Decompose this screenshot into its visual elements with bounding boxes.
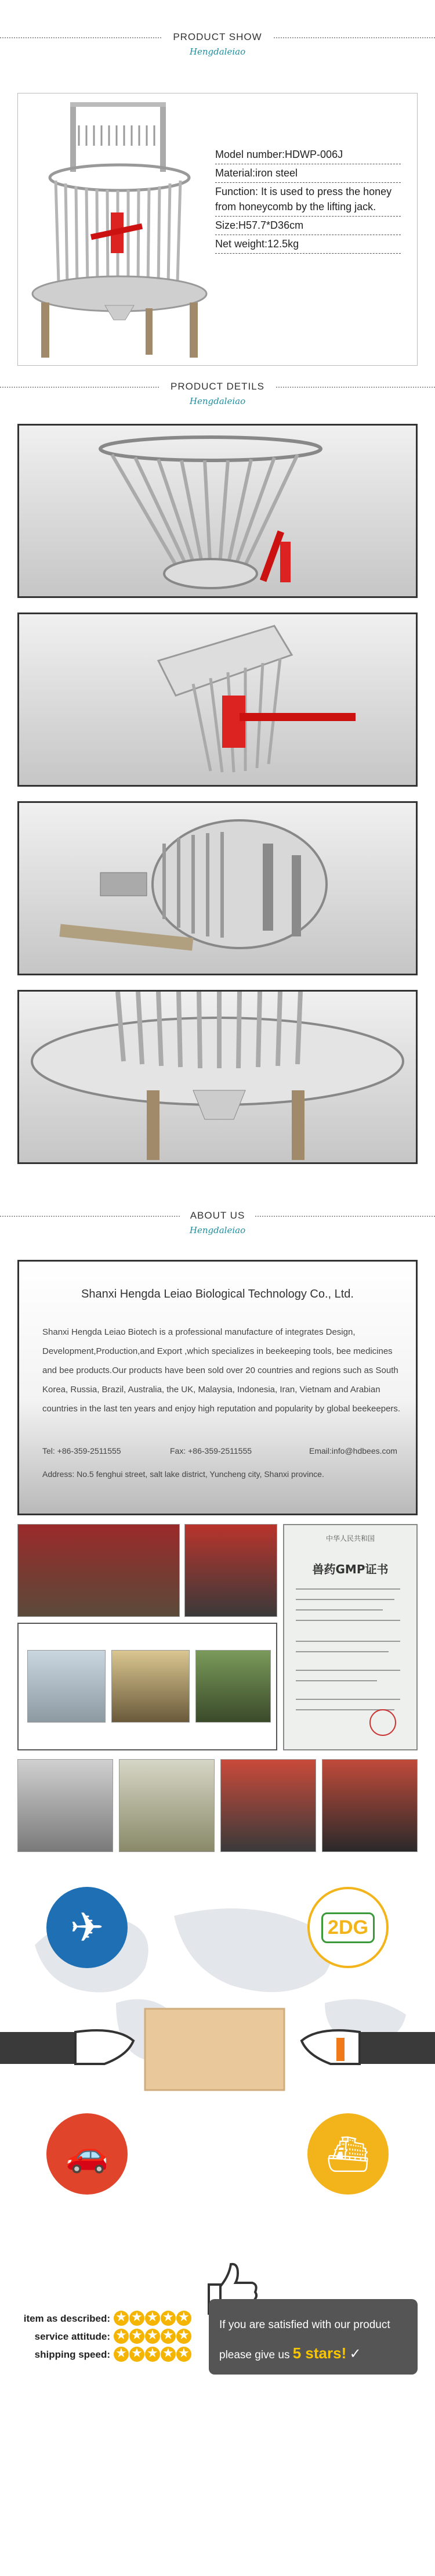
detail-2-graphic [19, 614, 416, 785]
star-icon [145, 2347, 160, 2362]
star-icon [114, 2311, 129, 2326]
photo-factory [27, 1650, 106, 1723]
car-icon: 🚗 [65, 2134, 109, 2175]
section-title: ABOUT US [180, 1210, 256, 1221]
star-icon [176, 2329, 191, 2344]
spec-size: Size:H57.7*D36cm [215, 217, 401, 235]
photo-exhibition-2 [184, 1524, 277, 1617]
feedback-line2 [219, 2344, 361, 2362]
company-info-box [17, 1260, 418, 1515]
photo-warehouse-1 [17, 1759, 113, 1852]
photo-bees [195, 1650, 271, 1723]
company-name: Shanxi Hengda Leiao Biological Technology Co., Ltd. [81, 1288, 354, 1300]
certificate-text-lines [284, 1583, 416, 1746]
rating-block [0, 2311, 197, 2364]
contact-fax: Fax: +86-359-2511555 [170, 1446, 252, 1455]
rating-stars [114, 2311, 192, 2329]
detail-3-graphic [19, 803, 416, 974]
rating-label: shipping speed: [34, 2349, 110, 2360]
feedback-prefix: please give us [219, 2349, 290, 2361]
feedback-bubble [209, 2299, 418, 2375]
gmp-certificate [283, 1524, 418, 1750]
ship-icon: ⛴ [325, 2134, 371, 2175]
photo-partners [322, 1759, 418, 1852]
spec-list [215, 146, 401, 254]
brand-logo-text: Hengdaleiao [189, 396, 246, 406]
section-title: PRODUCT DETILS [160, 381, 275, 392]
feedback-highlight: 5 stars! [292, 2344, 347, 2362]
photo-warehouse-2 [119, 1759, 215, 1852]
rating-row-item-described [0, 2311, 197, 2327]
spec-weight: Net weight:12.5kg [215, 235, 401, 254]
brand-logo-text: Hengdaleiao [189, 46, 246, 57]
rating-stars [114, 2347, 192, 2365]
company-description: Shanxi Hengda Leiao Biotech is a professional manufacture of integrates Design, Development,Production,and Export ,which specializes in beekeeping tools, bee medicines and bee products.Our products have been sold over 20 countries and regions such as South Korea, Russia, Brazil, Australia, the UK, Malaysia, Indonesia, Iran, Vietnam and Arabian countries in the last ten years and enjoy high reputation and popularity by global beekeepers. [42, 1327, 401, 1414]
star-icon [145, 2329, 160, 2344]
rating-row-shipping-speed [0, 2347, 197, 2363]
detail-image-4 [17, 990, 418, 1164]
plane-circle [46, 1887, 128, 1968]
company-address: Address: No.5 fenghui street, salt lake district, Yuncheng city, Shanxi province. [42, 1469, 324, 1479]
rating-row-service-attitude [0, 2329, 197, 2345]
star-icon [161, 2329, 176, 2344]
plane-icon: ✈ [70, 1904, 104, 1951]
photo-meeting [111, 1650, 190, 1723]
section-header-product-show [0, 29, 435, 64]
check-icon: ✓ [349, 2346, 361, 2362]
detail-1-graphic [19, 426, 416, 596]
star-icon [176, 2311, 191, 2326]
detail-image-1 [17, 424, 418, 598]
detail-image-2 [17, 613, 418, 787]
rating-stars [114, 2329, 192, 2347]
detail-4-graphic [19, 992, 416, 1162]
detail-image-3 [17, 801, 418, 975]
courier-circle [307, 1887, 389, 1968]
contact-tel: Tel: +86-359-2511555 [42, 1446, 121, 1455]
rating-label: service attitude: [34, 2331, 110, 2342]
section-header-product-details [0, 379, 435, 413]
star-icon [114, 2347, 129, 2362]
feedback-line1: If you are satisfied with our product [219, 2319, 390, 2331]
certificate-header: 中华人民共和国 [325, 1534, 375, 1543]
photo-award [220, 1759, 316, 1852]
courier-badge-icon: 2DG [321, 1912, 375, 1943]
star-icon [161, 2347, 176, 2362]
certificate-title: 兽药GMP证书 [312, 1562, 389, 1576]
star-icon [129, 2311, 144, 2326]
spec-model: Model number:HDWP-006J [215, 146, 401, 164]
car-circle [46, 2113, 128, 2195]
spec-material: Material:iron steel [215, 164, 401, 183]
star-icon [145, 2311, 160, 2326]
section-title: PRODUCT SHOW [162, 31, 272, 42]
contact-email: Email:info@hdbees.com [309, 1446, 397, 1455]
star-icon [129, 2329, 144, 2344]
rating-label: item as described: [23, 2313, 110, 2324]
photo-group-frame [17, 1623, 277, 1750]
honey-press-image [24, 96, 215, 363]
product-show-panel [17, 93, 418, 366]
section-header-about-us [0, 1208, 435, 1242]
star-icon [161, 2311, 176, 2326]
star-icon [176, 2347, 191, 2362]
star-icon [129, 2347, 144, 2362]
photo-exhibition-1 [17, 1524, 180, 1617]
star-icon [114, 2329, 129, 2344]
ship-circle [307, 2113, 389, 2195]
brand-logo-text: Hengdaleiao [189, 1225, 246, 1235]
package-handoff-graphic [0, 1991, 435, 2107]
spec-function: Function: It is used to press the honey from honeycomb by the lifting jack. [215, 183, 401, 217]
